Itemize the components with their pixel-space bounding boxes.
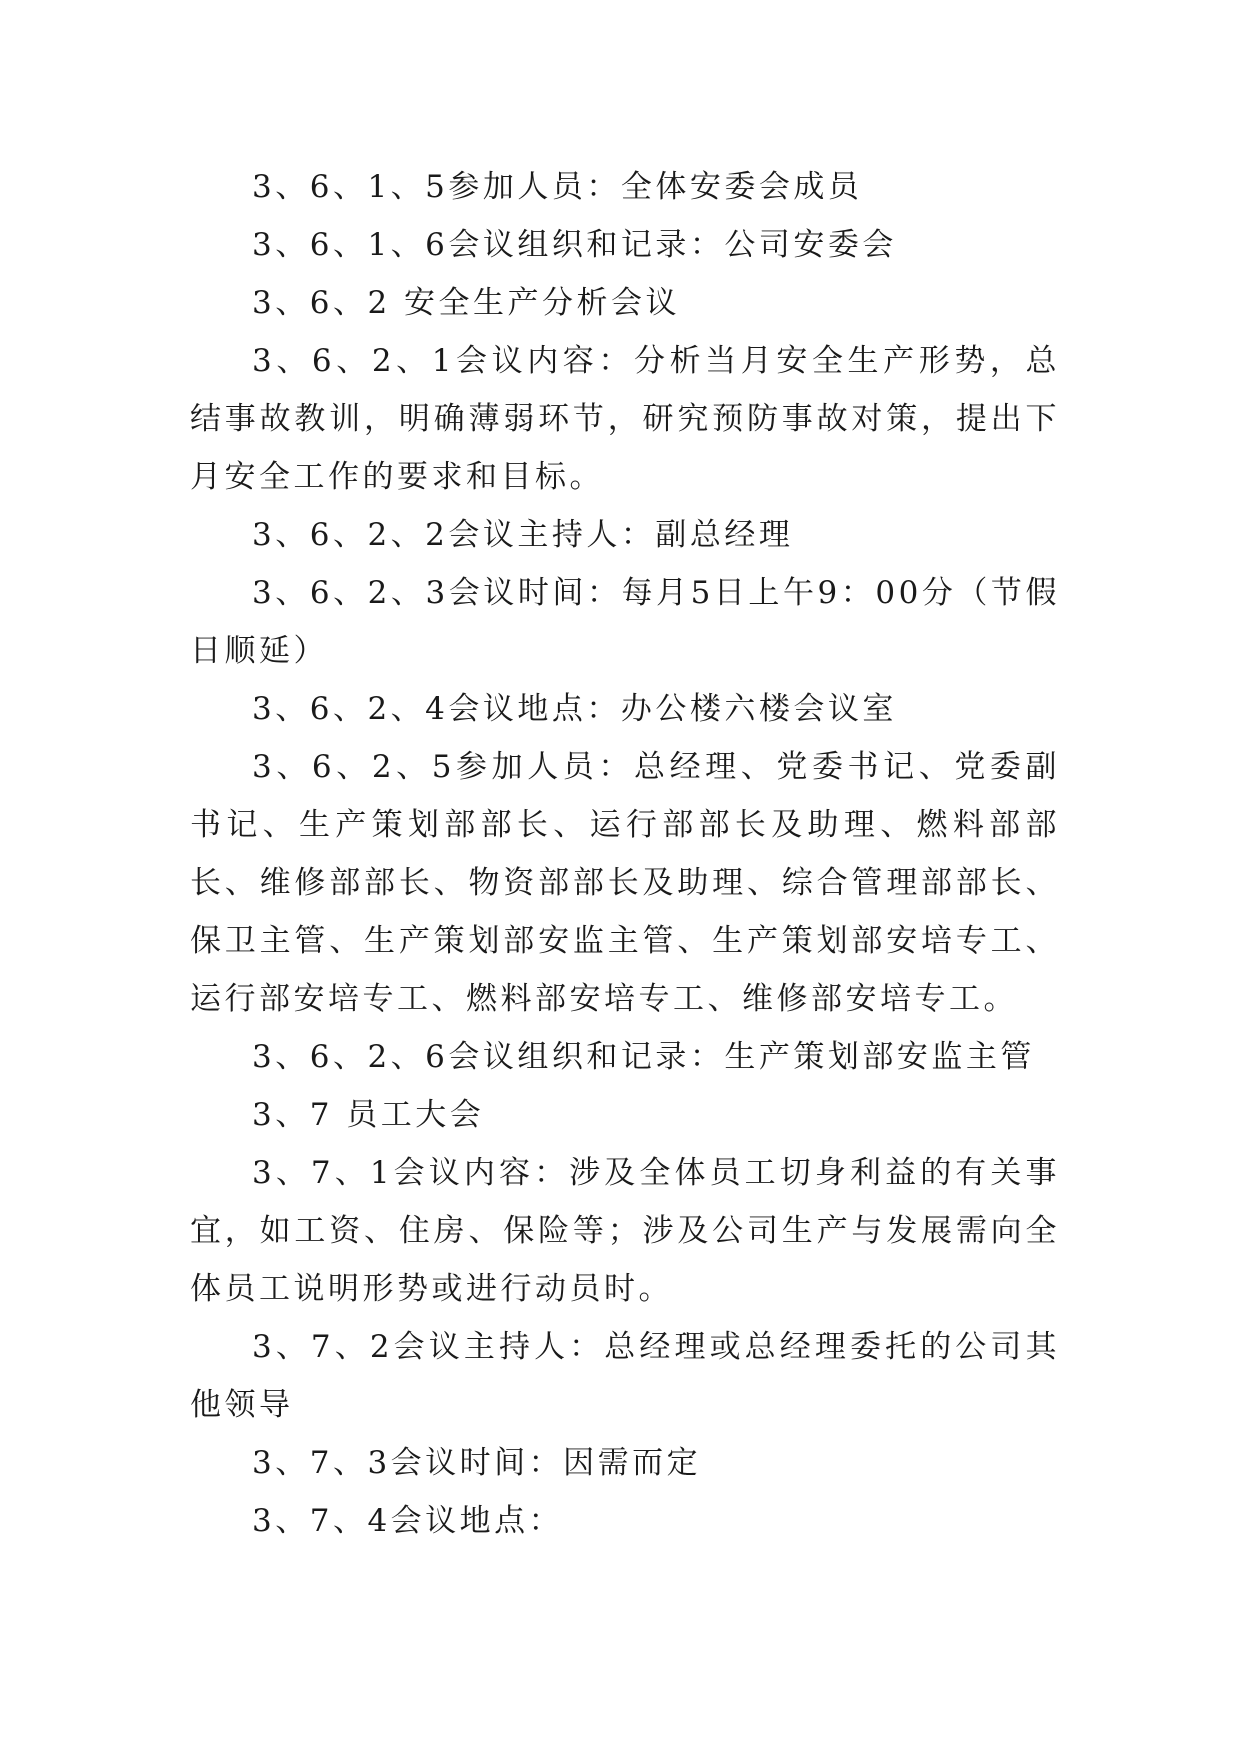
paragraph-3-6-1-5: 3、6、1、5参加人员：全体安委会成员 (252, 169, 863, 205)
paragraph-3-7-1: 3、7、1会议内容：涉及全体员工切身利益的有关事宜，如工资、住房、保险等；涉及公司生产与发展需向全体员工说明形势或进行动员时。 (190, 1155, 1060, 1307)
paragraph-3-6-2-3: 3、6、2、3会议时间：每月5日上午9：00分（节假日顺延） (190, 575, 1060, 669)
section-heading-3-7: 3、7 员工大会 (252, 1097, 485, 1133)
paragraph-3-6-2-2: 3、6、2、2会议主持人：副总经理 (252, 517, 794, 553)
section-heading-3-6-2: 3、6、2 安全生产分析会议 (252, 285, 681, 321)
paragraph-3-6-2-5: 3、6、2、5参加人员：总经理、党委书记、党委副书记、生产策划部部长、运行部部长及助理、燃料部部长、维修部部长、物资部部长及助理、综合管理部部长、保卫主管、生产策划部安监主管、生产策划部安培专工、运行部安培专工、燃料部安培专工、维修部安培专工。 (190, 749, 1060, 1017)
paragraph-3-7-2: 3、7、2会议主持人：总经理或总经理委托的公司其他领导 (190, 1329, 1060, 1423)
paragraph-3-6-1-6: 3、6、1、6会议组织和记录：公司安委会 (252, 227, 897, 263)
paragraph-3-7-4: 3、7、4会议地点： (252, 1503, 564, 1539)
document-body (190, 158, 1060, 1550)
paragraph-3-7-3: 3、7、3会议时间：因需而定 (252, 1445, 702, 1481)
paragraph-3-6-2-4: 3、6、2、4会议地点：办公楼六楼会议室 (252, 691, 897, 727)
paragraph-3-6-2-6: 3、6、2、6会议组织和记录：生产策划部安监主管 (252, 1039, 1035, 1075)
paragraph-3-6-2-1: 3、6、2、1会议内容：分析当月安全生产形势，总结事故教训，明确薄弱环节，研究预防事故对策，提出下月安全工作的要求和目标。 (190, 343, 1060, 495)
